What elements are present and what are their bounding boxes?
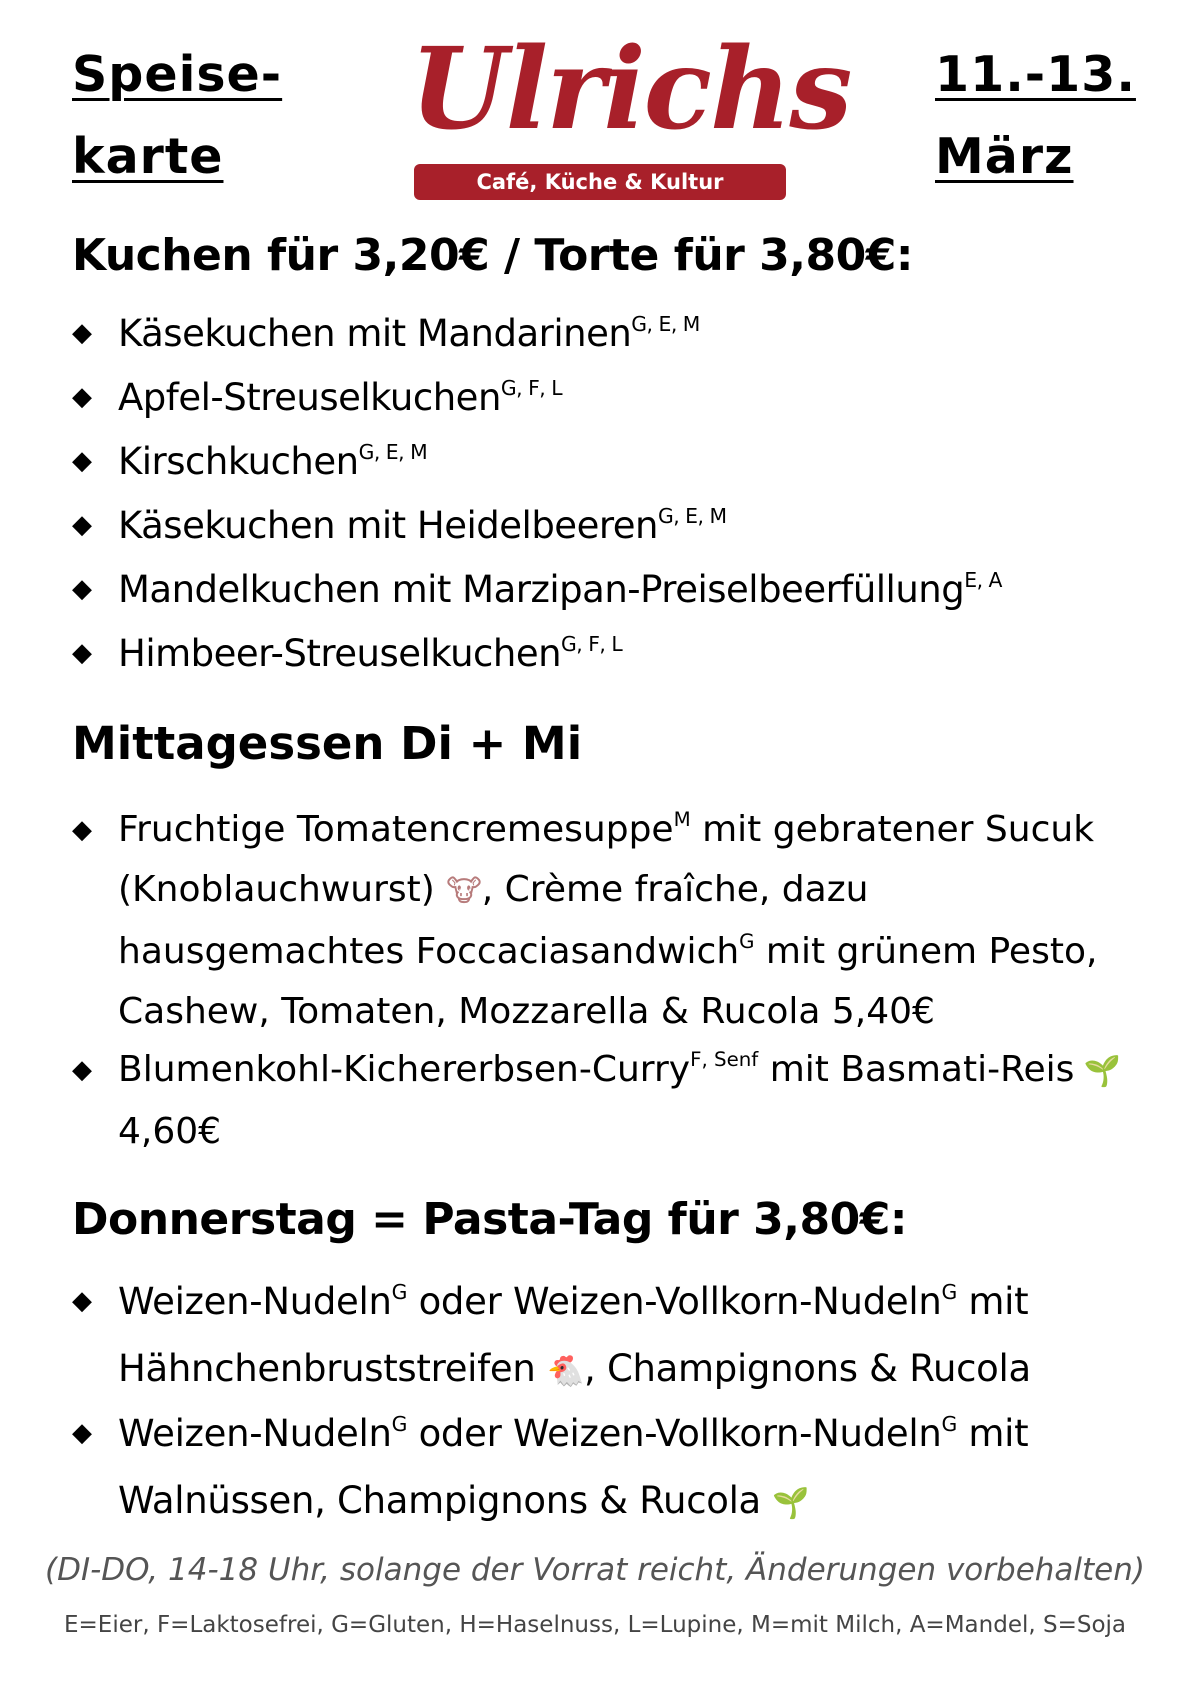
list-item	[72, 1400, 1122, 1537]
item-name: Apfel-Streuselkuchen	[118, 376, 501, 419]
item-name: Käsekuchen mit Mandarinen	[118, 312, 632, 355]
allergen-codes: G	[941, 1411, 957, 1436]
dish-text: Weizen-Nudeln	[118, 1412, 392, 1455]
list-item	[72, 494, 1122, 557]
diamond-bullet-icon: ◆	[72, 446, 92, 476]
diamond-bullet-icon: ◆	[72, 638, 92, 668]
logo-tagline: Café, Küche & Kultur	[414, 164, 786, 200]
ulrichs-logo	[410, 24, 851, 206]
menu-title-line1: Speise-	[72, 46, 283, 103]
menu-dates-line2: März	[935, 128, 1074, 185]
cakes-heading: Kuchen für 3,20€ / Torte für 3,80€:	[72, 230, 913, 281]
allergen-codes: G	[391, 1411, 408, 1436]
dish-text: Weizen-Nudeln	[118, 1280, 392, 1323]
item-name: Mandelkuchen mit Marzipan-Preiselbeerfüllung	[118, 568, 965, 611]
dish-text: , Champignons & Rucola	[584, 1347, 1031, 1390]
dish-text: Fruchtige Tomatencremesuppe	[118, 809, 674, 850]
dish-text: mit grünem Pesto, Cashew, Tomaten, Mozzarella & Rucola 5,40€	[118, 931, 1098, 1032]
allergen-codes: G	[391, 1279, 408, 1304]
list-item	[72, 1040, 1122, 1162]
dish-text: mit Hähnchenbruststreifen	[118, 1280, 1029, 1390]
allergen-codes: G, E, M	[631, 311, 700, 336]
list-item	[72, 430, 1122, 493]
pasta-heading: Donnerstag = Pasta-Tag für 3,80€:	[72, 1194, 907, 1245]
allergen-codes: M	[673, 808, 691, 832]
diamond-bullet-icon: ◆	[72, 1286, 92, 1316]
diamond-bullet-icon: ◆	[72, 1055, 92, 1085]
menu-dates	[935, 34, 1136, 198]
allergen-codes: G, E, M	[657, 503, 727, 528]
diamond-bullet-icon: ◆	[72, 318, 92, 348]
dish-text: Blumenkohl-Kichererbsen-Curry	[118, 1049, 691, 1090]
list-item	[72, 366, 1122, 429]
allergen-codes: G	[739, 930, 755, 954]
seedling-icon: 🌱	[772, 1486, 810, 1521]
list-item	[72, 302, 1122, 365]
dish-text: oder Weizen-Vollkorn-Nudeln	[407, 1412, 942, 1455]
dish-text: mit Walnüssen, Champignons & Rucola	[118, 1412, 1029, 1522]
diamond-bullet-icon: ◆	[72, 510, 92, 540]
menu-title-line2	[72, 116, 282, 198]
chicken-icon: 🐔	[546, 1354, 585, 1389]
lunch-heading: Mittagessen Di + Mi	[72, 717, 583, 770]
availability-note: (DI-DO, 14-18 Uhr, solange der Vorrat reicht, Änderungen vorbehalten)	[45, 1552, 1145, 1588]
logo-wordmark: Ulrichs	[410, 24, 851, 155]
dish-text: mit Basmati-Reis	[758, 1049, 1075, 1090]
diamond-bullet-icon: ◆	[72, 574, 92, 604]
item-name: Kirschkuchen	[118, 440, 359, 483]
diamond-bullet-icon: ◆	[72, 1418, 92, 1448]
list-item	[72, 558, 1122, 621]
menu-title-line2-text: karte	[72, 128, 224, 185]
list-item	[72, 1268, 1122, 1405]
allergen-codes: G, F, L	[500, 375, 563, 400]
item-name: Käsekuchen mit Heidelbeeren	[118, 504, 658, 547]
dish-text: mit gebratener Sucuk (Knoblauchwurst)	[118, 809, 1095, 910]
menu-dates-line1: 11.-13.	[935, 46, 1136, 103]
dish-price: 4,60€	[118, 1111, 222, 1152]
seedling-icon: 🌱	[1074, 1054, 1122, 1089]
dish-text: oder Weizen-Vollkorn-Nudeln	[407, 1280, 942, 1323]
allergen-codes: G	[941, 1279, 957, 1304]
allergen-codes: E, A	[964, 567, 1002, 592]
cow-icon: 🐮	[446, 874, 482, 909]
allergen-codes: G, E, M	[358, 439, 428, 464]
allergen-codes: F, Senf	[690, 1048, 759, 1072]
allergen-legend: E=Eier, F=Laktosefrei, G=Gluten, H=Haselnuss, L=Lupine, M=mit Milch, A=Mandel, S=Soja	[63, 1612, 1127, 1638]
menu-title	[72, 34, 282, 198]
diamond-bullet-icon: ◆	[72, 382, 92, 412]
diamond-bullet-icon: ◆	[72, 815, 92, 845]
list-item	[72, 800, 1122, 1042]
item-name: Himbeer-Streuselkuchen	[118, 632, 562, 675]
list-item	[72, 622, 1122, 685]
allergen-codes: G, F, L	[561, 631, 623, 656]
dish-text: , Crème fraîche, dazu hausgemachtes Foccaciasandwich	[118, 869, 869, 972]
